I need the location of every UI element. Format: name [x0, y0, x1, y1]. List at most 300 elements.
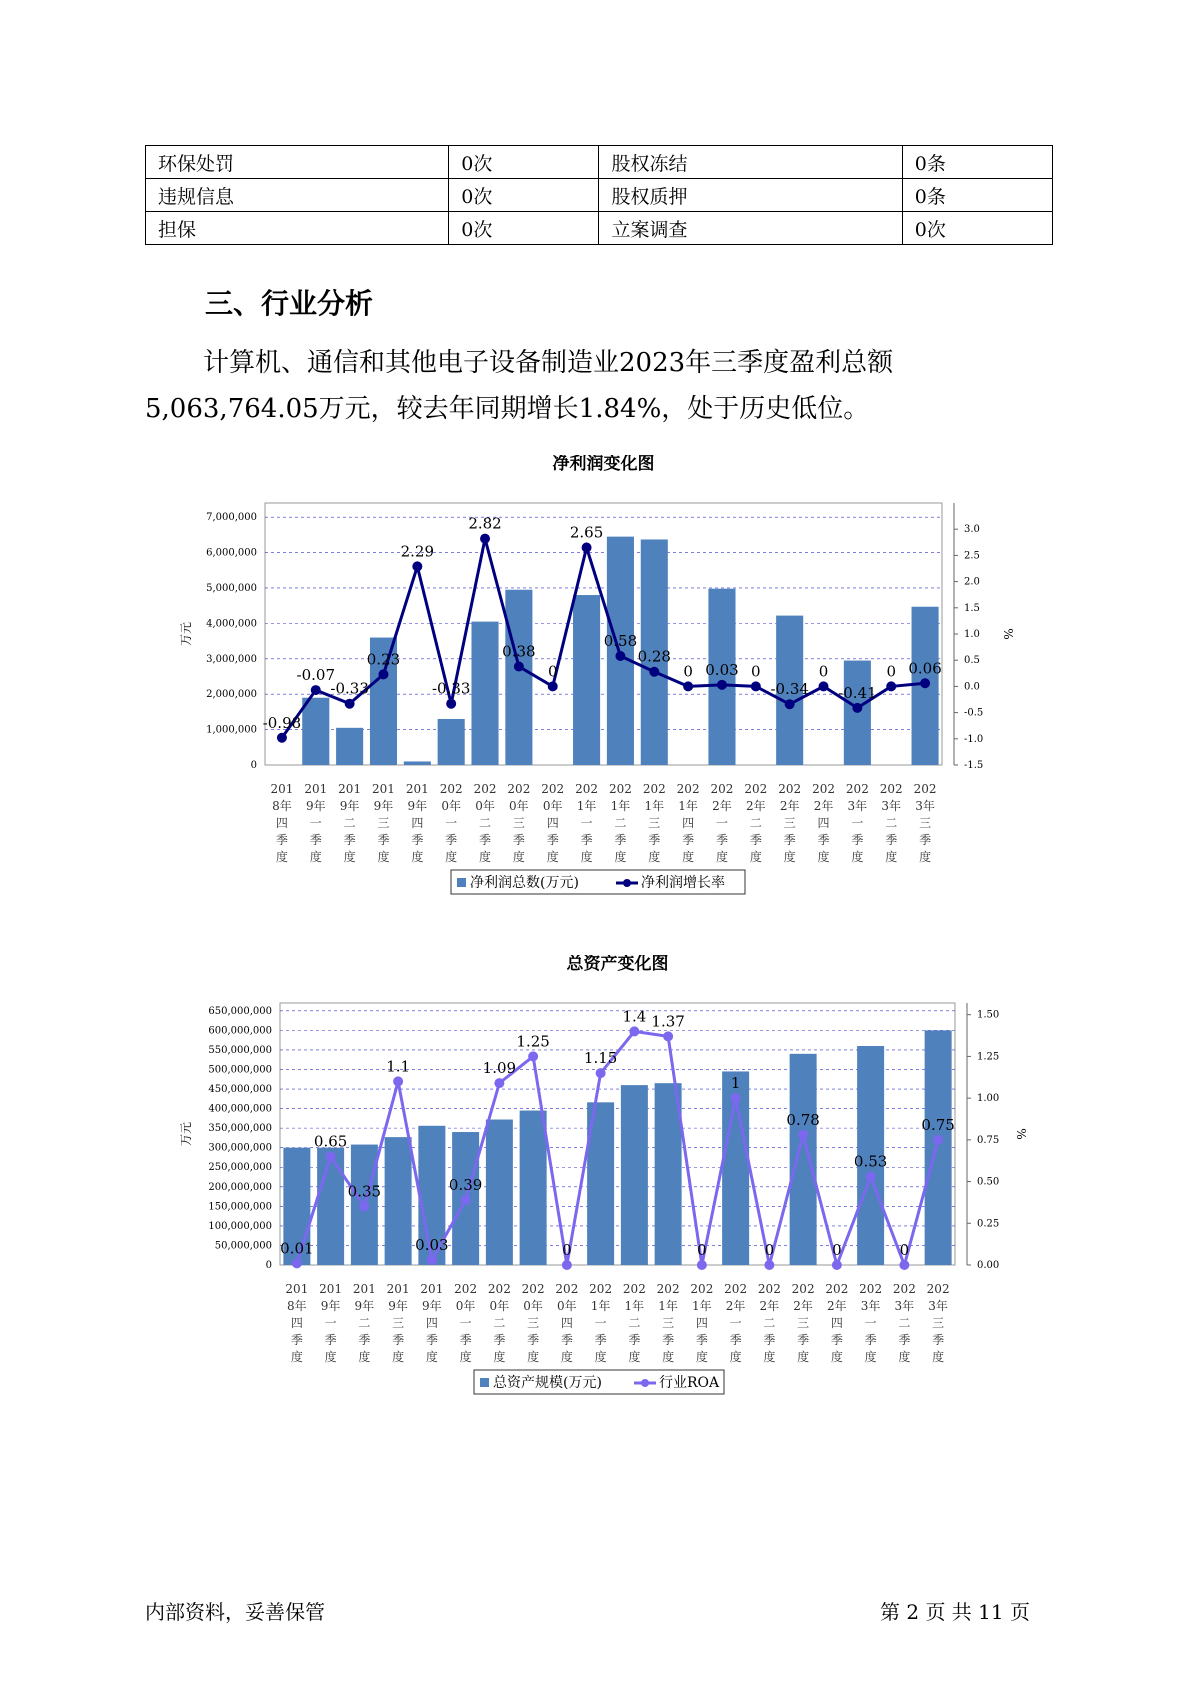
x-tick-label: 一: [864, 1316, 877, 1330]
y-tick-label: 3,000,000: [206, 653, 257, 665]
data-label: 2.82: [468, 514, 502, 533]
x-tick-label: 三: [527, 1316, 540, 1330]
x-tick-label: 0年: [523, 1299, 543, 1313]
data-label: 0.28: [637, 647, 671, 666]
x-tick-label: 202: [608, 782, 632, 796]
line-point: [311, 685, 321, 695]
x-tick-label: 201: [338, 782, 362, 796]
x-tick-label: 一: [309, 816, 322, 830]
line-point: [663, 1031, 673, 1041]
y2-axis-label: %: [1001, 628, 1015, 640]
x-tick-label: 度: [682, 850, 695, 864]
line-point: [629, 1026, 639, 1036]
x-tick-label: 四: [560, 1316, 573, 1330]
bar: [505, 590, 532, 765]
x-tick-label: 一: [459, 1316, 472, 1330]
data-label: 0.78: [786, 1110, 820, 1129]
x-tick-label: 季: [614, 833, 627, 847]
x-tick-label: 季: [695, 1333, 708, 1347]
x-tick-label: 季: [749, 833, 762, 847]
table-cell: 担保: [146, 212, 449, 245]
x-tick-label: 一: [324, 1316, 337, 1330]
x-tick-label: 度: [729, 1350, 742, 1364]
line-point: [697, 1260, 707, 1270]
x-tick-label: 3年: [915, 799, 935, 813]
x-tick-label: 三: [797, 1316, 810, 1330]
x-tick-label: 季: [527, 1333, 540, 1347]
line-point: [717, 680, 727, 690]
bar: [302, 698, 329, 765]
y2-tick-label: -0.5: [964, 707, 984, 719]
x-tick-label: 季: [358, 1333, 371, 1347]
x-tick-label: 202: [555, 1282, 579, 1296]
data-label: 1.25: [516, 1032, 550, 1051]
y2-tick-label: -1.5: [964, 760, 984, 771]
bar: [621, 1085, 648, 1265]
paragraph-line: 计算机、通信和其他电子设备制造业2023年三季度盈利总额: [203, 348, 894, 378]
y2-tick-label: 0.0: [964, 681, 980, 693]
x-tick-label: 季: [628, 1333, 641, 1347]
bar: [486, 1120, 513, 1265]
x-tick-label: 季: [729, 1333, 742, 1347]
data-label: 0.01: [280, 1239, 314, 1258]
x-tick-label: 0年: [509, 799, 529, 813]
x-tick-label: 二: [628, 1316, 641, 1330]
table-cell: 立案调查: [599, 212, 902, 245]
line-point: [785, 699, 795, 709]
x-tick-label: 季: [932, 1333, 945, 1347]
x-tick-label: 三: [512, 816, 525, 830]
x-tick-label: 2年: [759, 1299, 780, 1313]
x-tick-label: 201: [420, 1282, 444, 1296]
data-label: -0.33: [330, 679, 369, 698]
line-point: [731, 1093, 741, 1103]
x-tick-label: 9年: [373, 799, 394, 813]
x-tick-label: 度: [411, 850, 424, 864]
x-tick-label: 度: [343, 850, 356, 864]
y-tick-label: 500,000,000: [208, 1064, 272, 1076]
x-tick-label: 2年: [712, 799, 732, 813]
data-label: 0.53: [853, 1152, 888, 1171]
data-label: -0.33: [431, 679, 471, 698]
x-tick-label: 季: [309, 833, 322, 847]
y-tick-label: 450,000,000: [208, 1084, 272, 1096]
chart-title: 总资产变化图: [566, 955, 669, 974]
legend: [451, 870, 745, 894]
x-tick-label: 0年: [557, 1299, 577, 1313]
table-cell: 股权质押: [599, 179, 902, 212]
y-tick-label: 550,000,000: [208, 1044, 272, 1056]
y-tick-label: 300,000,000: [208, 1142, 272, 1154]
x-tick-label: 三: [919, 816, 932, 830]
x-tick-label: 202: [473, 782, 497, 796]
table-row: [146, 212, 1053, 245]
x-tick-label: 202: [913, 782, 937, 796]
total-assets-chart: [0, 955, 1191, 1415]
y2-tick-label: 0.5: [964, 655, 980, 667]
data-label: 0.38: [502, 642, 536, 661]
x-tick-label: 度: [648, 850, 661, 864]
y2-tick-label: 2.0: [964, 576, 980, 588]
x-tick-label: 季: [459, 1333, 472, 1347]
bar: [925, 1030, 952, 1265]
x-tick-label: 201: [304, 782, 328, 796]
x-tick-label: 1年: [692, 1299, 712, 1313]
x-tick-label: 一: [580, 816, 593, 830]
x-tick-label: 3年: [860, 1299, 881, 1313]
x-tick-label: 202: [812, 782, 835, 796]
line-point: [683, 681, 693, 691]
line-point: [899, 1260, 909, 1270]
x-tick-label: 0年: [455, 1299, 476, 1313]
x-tick-label: 度: [919, 850, 932, 864]
x-tick-label: 三: [783, 816, 796, 830]
x-tick-label: 四: [425, 1316, 438, 1330]
line-point: [446, 699, 456, 709]
x-tick-label: 3年: [847, 799, 868, 813]
x-tick-label: 9年: [388, 1299, 408, 1313]
x-tick-label: 季: [864, 1333, 877, 1347]
line-point: [494, 1078, 504, 1088]
x-tick-label: 四: [275, 816, 288, 830]
bar: [471, 622, 498, 765]
legend-bar-swatch: [457, 878, 466, 887]
table-cell: 0次: [449, 146, 599, 179]
data-label: 0: [697, 1241, 707, 1259]
table-cell: 环保处罚: [146, 146, 449, 179]
data-label: 0: [683, 662, 693, 681]
x-tick-label: 201: [386, 1282, 410, 1296]
x-tick-label: 202: [778, 782, 802, 796]
x-tick-label: 度: [763, 1350, 776, 1364]
x-tick-label: 季: [797, 1333, 810, 1347]
x-tick-label: 2年: [813, 799, 834, 813]
x-tick-label: 季: [763, 1333, 776, 1347]
x-tick-label: 度: [377, 850, 390, 864]
x-tick-label: 2年: [793, 1299, 813, 1313]
legend-line-marker: [623, 879, 631, 887]
x-tick-label: 202: [791, 1282, 815, 1296]
x-tick-label: 度: [425, 1350, 438, 1364]
x-tick-label: 202: [690, 1282, 714, 1296]
x-tick-label: 季: [560, 1333, 573, 1347]
x-tick-label: 季: [885, 833, 898, 847]
y2-tick-label: 0.25: [977, 1218, 1000, 1230]
data-label: 0.35: [347, 1182, 382, 1201]
x-tick-label: 度: [275, 850, 288, 864]
x-tick-label: 0年: [489, 1299, 510, 1313]
line-point: [359, 1202, 369, 1212]
y-tick-label: 1,000,000: [206, 724, 257, 736]
x-tick-label: 二: [614, 816, 627, 830]
x-tick-label: 202: [439, 782, 463, 796]
x-tick-label: 度: [512, 850, 525, 864]
y-tick-label: 5,000,000: [206, 582, 257, 594]
y2-tick-label: 3.0: [964, 524, 980, 536]
data-label: 0.03: [705, 660, 739, 679]
x-tick-label: 季: [343, 833, 356, 847]
x-tick-label: 季: [817, 833, 830, 847]
y-tick-label: 0: [250, 760, 257, 771]
x-tick-label: 度: [695, 1350, 708, 1364]
x-tick-label: 201: [285, 1282, 309, 1296]
x-tick-label: 202: [859, 1282, 883, 1296]
line-point: [480, 534, 490, 544]
x-tick-label: 202: [757, 1282, 781, 1296]
data-label: -0.34: [770, 680, 809, 699]
data-label: 0: [764, 1241, 775, 1259]
x-tick-label: 度: [459, 1350, 472, 1364]
y-tick-label: 2,000,000: [206, 689, 257, 701]
x-tick-label: 202: [744, 782, 768, 796]
x-tick-label: 201: [405, 782, 429, 796]
x-tick-label: 度: [580, 850, 593, 864]
y2-tick-label: 1.5: [964, 602, 980, 614]
x-tick-label: 季: [479, 833, 492, 847]
y2-tick-label: -1.0: [964, 733, 984, 745]
x-tick-label: 3年: [881, 799, 902, 813]
x-tick-label: 季: [580, 833, 593, 847]
data-label: 2.65: [569, 523, 604, 542]
footer-confidential: 内部资料，妥善保管: [145, 1600, 325, 1624]
x-tick-label: 度: [594, 1350, 607, 1364]
x-tick-label: 8年: [287, 1299, 307, 1313]
line-point: [933, 1135, 943, 1145]
y-axis-label: 万元: [179, 1121, 193, 1147]
x-tick-label: 8年: [272, 799, 292, 813]
data-label: 0: [562, 1241, 572, 1259]
bar: [438, 719, 465, 765]
data-label: 0.39: [448, 1175, 483, 1194]
line-point: [866, 1172, 876, 1182]
x-tick-label: 度: [527, 1350, 540, 1364]
data-label: 0: [818, 662, 829, 681]
risk-info-table: [145, 145, 1053, 245]
y-tick-label: 250,000,000: [208, 1162, 272, 1174]
x-tick-label: 202: [676, 782, 700, 796]
y2-tick-label: 0.00: [977, 1260, 1000, 1271]
x-tick-label: 3年: [894, 1299, 915, 1313]
x-tick-label: 季: [682, 833, 695, 847]
x-tick-label: 季: [290, 1333, 303, 1347]
line-point: [562, 1260, 572, 1270]
footer-page-number: 第 2 页 共 11 页: [880, 1600, 1030, 1624]
x-tick-label: 二: [898, 1316, 911, 1330]
x-tick-label: 四: [830, 1316, 843, 1330]
x-tick-label: 季: [851, 833, 864, 847]
x-tick-label: 三: [377, 816, 390, 830]
x-tick-label: 季: [324, 1333, 337, 1347]
x-tick-label: 度: [817, 850, 830, 864]
x-tick-label: 二: [749, 816, 762, 830]
line-point: [427, 1255, 437, 1265]
x-tick-label: 二: [763, 1316, 776, 1330]
x-tick-label: 度: [797, 1350, 810, 1364]
x-tick-label: 202: [507, 782, 531, 796]
bar: [385, 1137, 412, 1265]
x-tick-label: 度: [493, 1350, 506, 1364]
x-tick-label: 季: [512, 833, 525, 847]
legend-label: 净利润增长率: [641, 875, 725, 891]
table-cell: 0次: [449, 179, 599, 212]
x-tick-label: 四: [290, 1316, 303, 1330]
legend-label: 行业ROA: [659, 1375, 720, 1391]
x-tick-label: 二: [493, 1316, 506, 1330]
x-tick-label: 度: [830, 1350, 843, 1364]
x-tick-label: 一: [445, 816, 458, 830]
table-row: [146, 146, 1053, 179]
x-tick-label: 202: [589, 1282, 613, 1296]
x-tick-label: 季: [919, 833, 932, 847]
x-tick-label: 202: [879, 782, 903, 796]
section-title: 三、行业分析: [205, 287, 374, 320]
x-tick-label: 一: [715, 816, 728, 830]
line-point: [461, 1195, 471, 1205]
table-cell: 违规信息: [146, 179, 449, 212]
x-tick-label: 202: [656, 1282, 680, 1296]
x-tick-label: 度: [864, 1350, 877, 1364]
x-tick-label: 9年: [339, 799, 360, 813]
data-label: 0.58: [603, 632, 638, 651]
x-tick-label: 1年: [610, 799, 631, 813]
y-tick-label: 0: [265, 1260, 272, 1271]
bar: [336, 728, 363, 765]
x-tick-label: 度: [290, 1350, 303, 1364]
line-point: [548, 681, 558, 691]
x-tick-label: 202: [642, 782, 666, 796]
data-label: 2.29: [400, 542, 435, 561]
x-tick-label: 2年: [725, 1299, 746, 1313]
table-cell: 0条: [902, 146, 1052, 179]
x-tick-label: 四: [817, 816, 830, 830]
x-tick-label: 季: [715, 833, 728, 847]
x-tick-label: 度: [628, 1350, 641, 1364]
table-cell: 0条: [902, 179, 1052, 212]
x-tick-label: 1年: [590, 1299, 611, 1313]
y-tick-label: 6,000,000: [206, 547, 257, 559]
x-tick-label: 0年: [441, 799, 461, 813]
data-label: 1.1: [386, 1057, 411, 1076]
x-tick-label: 度: [715, 850, 728, 864]
data-label: 0.23: [366, 650, 401, 669]
x-tick-label: 三: [648, 816, 661, 830]
x-tick-label: 202: [541, 782, 565, 796]
line-point: [528, 1051, 538, 1061]
line-point: [920, 678, 930, 688]
x-tick-label: 0年: [542, 799, 563, 813]
x-tick-label: 3年: [928, 1299, 948, 1313]
y-tick-label: 350,000,000: [208, 1123, 272, 1135]
table-cell: 0次: [449, 212, 599, 245]
line-point: [798, 1130, 808, 1140]
paragraph-line: 5,063,764.05万元，较去年同期增长1.84%，处于历史低位。: [145, 394, 870, 424]
x-tick-label: 度: [309, 850, 322, 864]
x-tick-label: 度: [479, 850, 492, 864]
x-tick-label: 四: [411, 816, 424, 830]
x-tick-label: 度: [546, 850, 559, 864]
bar: [317, 1148, 344, 1265]
x-tick-label: 季: [411, 833, 424, 847]
y-tick-label: 100,000,000: [208, 1220, 272, 1232]
x-tick-label: 三: [662, 1316, 675, 1330]
x-tick-label: 季: [648, 833, 661, 847]
data-label: 0.75: [921, 1115, 955, 1134]
line-point: [326, 1152, 336, 1162]
line-point: [412, 561, 422, 571]
line-point: [764, 1260, 774, 1270]
data-label: 0: [899, 1241, 910, 1259]
line-point: [819, 681, 829, 691]
x-tick-label: 四: [546, 816, 559, 830]
x-tick-label: 9年: [320, 1299, 341, 1313]
x-tick-label: 一: [851, 816, 864, 830]
x-tick-label: 202: [487, 1282, 511, 1296]
x-tick-label: 202: [845, 782, 869, 796]
x-tick-label: 202: [454, 1282, 478, 1296]
line-point: [393, 1076, 403, 1086]
x-tick-label: 201: [270, 782, 294, 796]
x-tick-label: 二: [885, 816, 898, 830]
x-tick-label: 季: [594, 1333, 607, 1347]
x-tick-label: 202: [825, 1282, 849, 1296]
x-tick-label: 四: [695, 1316, 708, 1330]
data-label: 1.15: [583, 1049, 618, 1068]
line-point: [292, 1258, 302, 1268]
data-label: 1: [730, 1074, 741, 1093]
x-tick-label: 度: [392, 1350, 405, 1364]
x-tick-label: 9年: [354, 1299, 375, 1313]
x-tick-label: 202: [710, 782, 734, 796]
table-cell: 0次: [902, 212, 1052, 245]
chart-title: 净利润变化图: [552, 455, 655, 474]
x-tick-label: 度: [749, 850, 762, 864]
y2-tick-label: 0.50: [977, 1176, 1000, 1188]
x-tick-label: 度: [898, 1350, 911, 1364]
line-point: [582, 543, 592, 553]
y-tick-label: 600,000,000: [208, 1025, 272, 1037]
x-tick-label: 0年: [475, 799, 495, 813]
x-tick-label: 202: [521, 1282, 545, 1296]
y2-tick-label: 1.0: [964, 629, 980, 640]
x-tick-label: 季: [425, 1333, 438, 1347]
x-tick-label: 度: [783, 850, 796, 864]
x-tick-label: 度: [851, 850, 864, 864]
data-label: 0: [547, 662, 558, 681]
x-tick-label: 2年: [746, 799, 766, 813]
x-tick-label: 1年: [678, 799, 698, 813]
x-tick-label: 2年: [779, 799, 800, 813]
x-tick-label: 度: [324, 1350, 337, 1364]
x-tick-label: 9年: [422, 1299, 442, 1313]
x-tick-label: 度: [445, 850, 458, 864]
x-tick-label: 202: [892, 1282, 916, 1296]
x-tick-label: 季: [445, 833, 458, 847]
x-tick-label: 2年: [827, 1299, 847, 1313]
data-label: 0: [832, 1241, 842, 1259]
data-label: 1.09: [482, 1059, 517, 1078]
data-label: -0.98: [262, 713, 302, 732]
x-tick-label: 1年: [658, 1299, 678, 1313]
bar: [607, 537, 634, 765]
y-axis-label: 万元: [179, 621, 193, 647]
y-tick-label: 4,000,000: [206, 618, 257, 630]
x-tick-label: 三: [392, 1316, 405, 1330]
legend-label: 净利润总数(万元): [470, 875, 579, 891]
x-tick-label: 季: [830, 1333, 843, 1347]
x-tick-label: 9年: [305, 799, 326, 813]
y-tick-label: 200,000,000: [208, 1181, 272, 1193]
x-tick-label: 季: [392, 1333, 405, 1347]
